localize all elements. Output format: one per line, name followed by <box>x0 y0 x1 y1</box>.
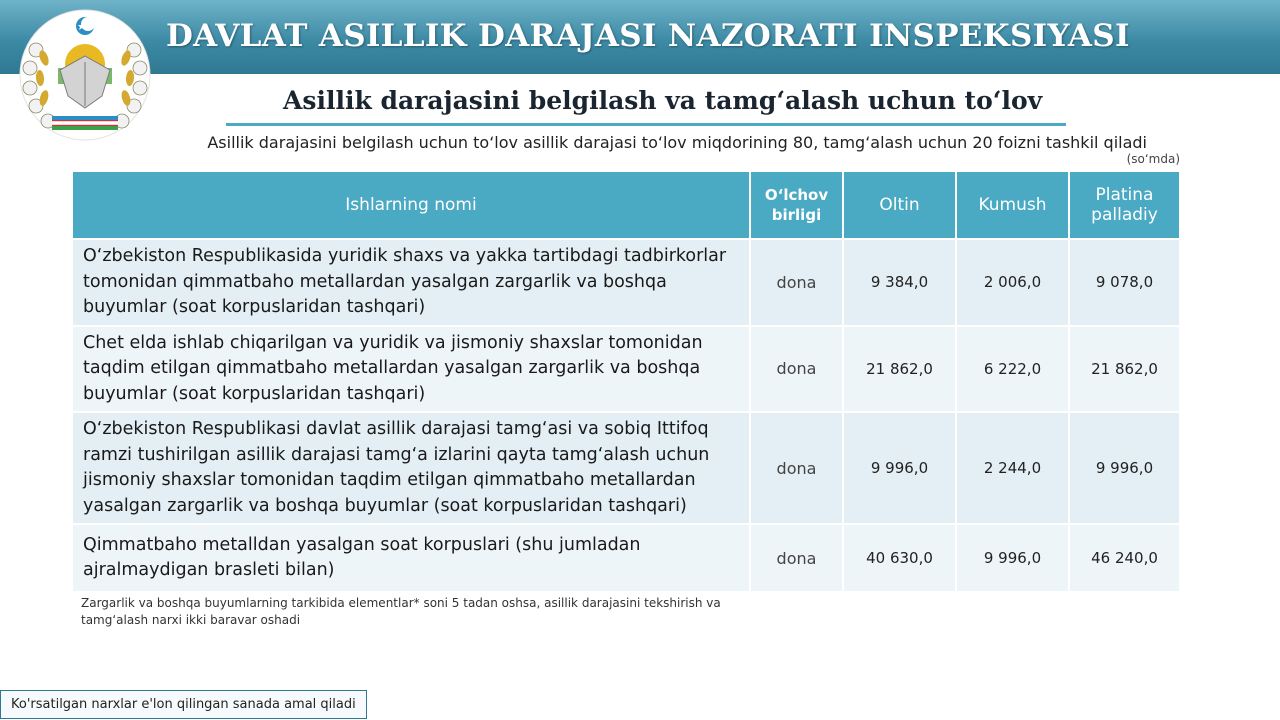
title-underline <box>226 123 1066 126</box>
row-name: O‘zbekiston Respublikasi davlat asillik darajasi tamg‘asi va sobiq Ittifoq ramzi tushirilgan asillik darajasi tamg‘a izlarini qayta tamg‘alash uchun jismoniy shaxslar tomonidan taqdim etilgan qimmatbaho metallardan yasalgan zargarlik va boshqa buyumlar (soat korpuslaridan tashqari) <box>72 412 750 524</box>
description-text: Asillik darajasini belgilash uchun to‘lov asillik darajasi to‘lov miqdorining 80, tamg‘alash uchun 20 foizni tashkil qiladi <box>207 133 1147 152</box>
row-unit: dona <box>750 239 843 326</box>
row-platinum-price: 9 996,0 <box>1069 412 1180 524</box>
row-unit: dona <box>750 412 843 524</box>
table-row <box>72 326 1180 413</box>
column-header-gold: Oltin <box>843 171 956 239</box>
column-header-platinum: Platina palladiy <box>1069 171 1180 239</box>
row-name: Chet elda ishlab chiqarilgan va yuridik va jismoniy shaxslar tomonidan taqdim etilgan qimmatbaho metallardan yasalgan zargarlik va boshqa buyumlar (soat korpuslaridan tashqari) <box>72 326 750 413</box>
row-silver-price: 6 222,0 <box>956 326 1069 413</box>
row-silver-price: 2 244,0 <box>956 412 1069 524</box>
row-platinum-price: 46 240,0 <box>1069 524 1180 592</box>
column-header-silver: Kumush <box>956 171 1069 239</box>
row-gold-price: 21 862,0 <box>843 326 956 413</box>
table-row <box>72 239 1180 326</box>
row-gold-price: 40 630,0 <box>843 524 956 592</box>
table-header-row <box>72 171 1180 239</box>
row-name: O‘zbekiston Respublikasida yuridik shaxs va yakka tartibdagi tadbirkorlar tomonidan qimmatbaho metallardan yasalgan zargarlik va boshqa buyumlar (soat korpuslaridan tashqari) <box>72 239 750 326</box>
table-row <box>72 412 1180 524</box>
row-gold-price: 9 996,0 <box>843 412 956 524</box>
row-unit: dona <box>750 326 843 413</box>
row-name: Qimmatbaho metalldan yasalgan soat korpuslari (shu jumladan ajralmaydigan brasleti bilan) <box>72 524 750 592</box>
state-emblem-icon <box>18 8 152 142</box>
table-row <box>72 524 1180 592</box>
row-platinum-price: 21 862,0 <box>1069 326 1180 413</box>
currency-note: (so‘mda) <box>1126 152 1180 166</box>
section-title: Asillik darajasini belgilash va tamg‘alash uchun to‘lov <box>283 86 1043 115</box>
column-header-name: Ishlarning nomi <box>72 171 750 239</box>
row-silver-price: 2 006,0 <box>956 239 1069 326</box>
row-gold-price: 9 384,0 <box>843 239 956 326</box>
page-title: DAVLAT ASILLIK DARAJASI NAZORATI INSPEKSIYASI <box>166 18 1130 54</box>
footnote: Zargarlik va boshqa buyumlarning tarkibida elementlar* soni 5 tadan oshsa, asillik darajasini tekshirish va tamg‘alash narxi ikki baravar oshadi <box>81 596 721 627</box>
row-platinum-price: 9 078,0 <box>1069 239 1180 326</box>
row-silver-price: 9 996,0 <box>956 524 1069 592</box>
bottom-note: Ko'rsatilgan narxlar e'lon qilingan sanada amal qiladi <box>0 690 367 719</box>
price-table <box>71 170 1181 593</box>
column-header-unit: O‘lchov birligi <box>750 171 843 239</box>
row-unit: dona <box>750 524 843 592</box>
